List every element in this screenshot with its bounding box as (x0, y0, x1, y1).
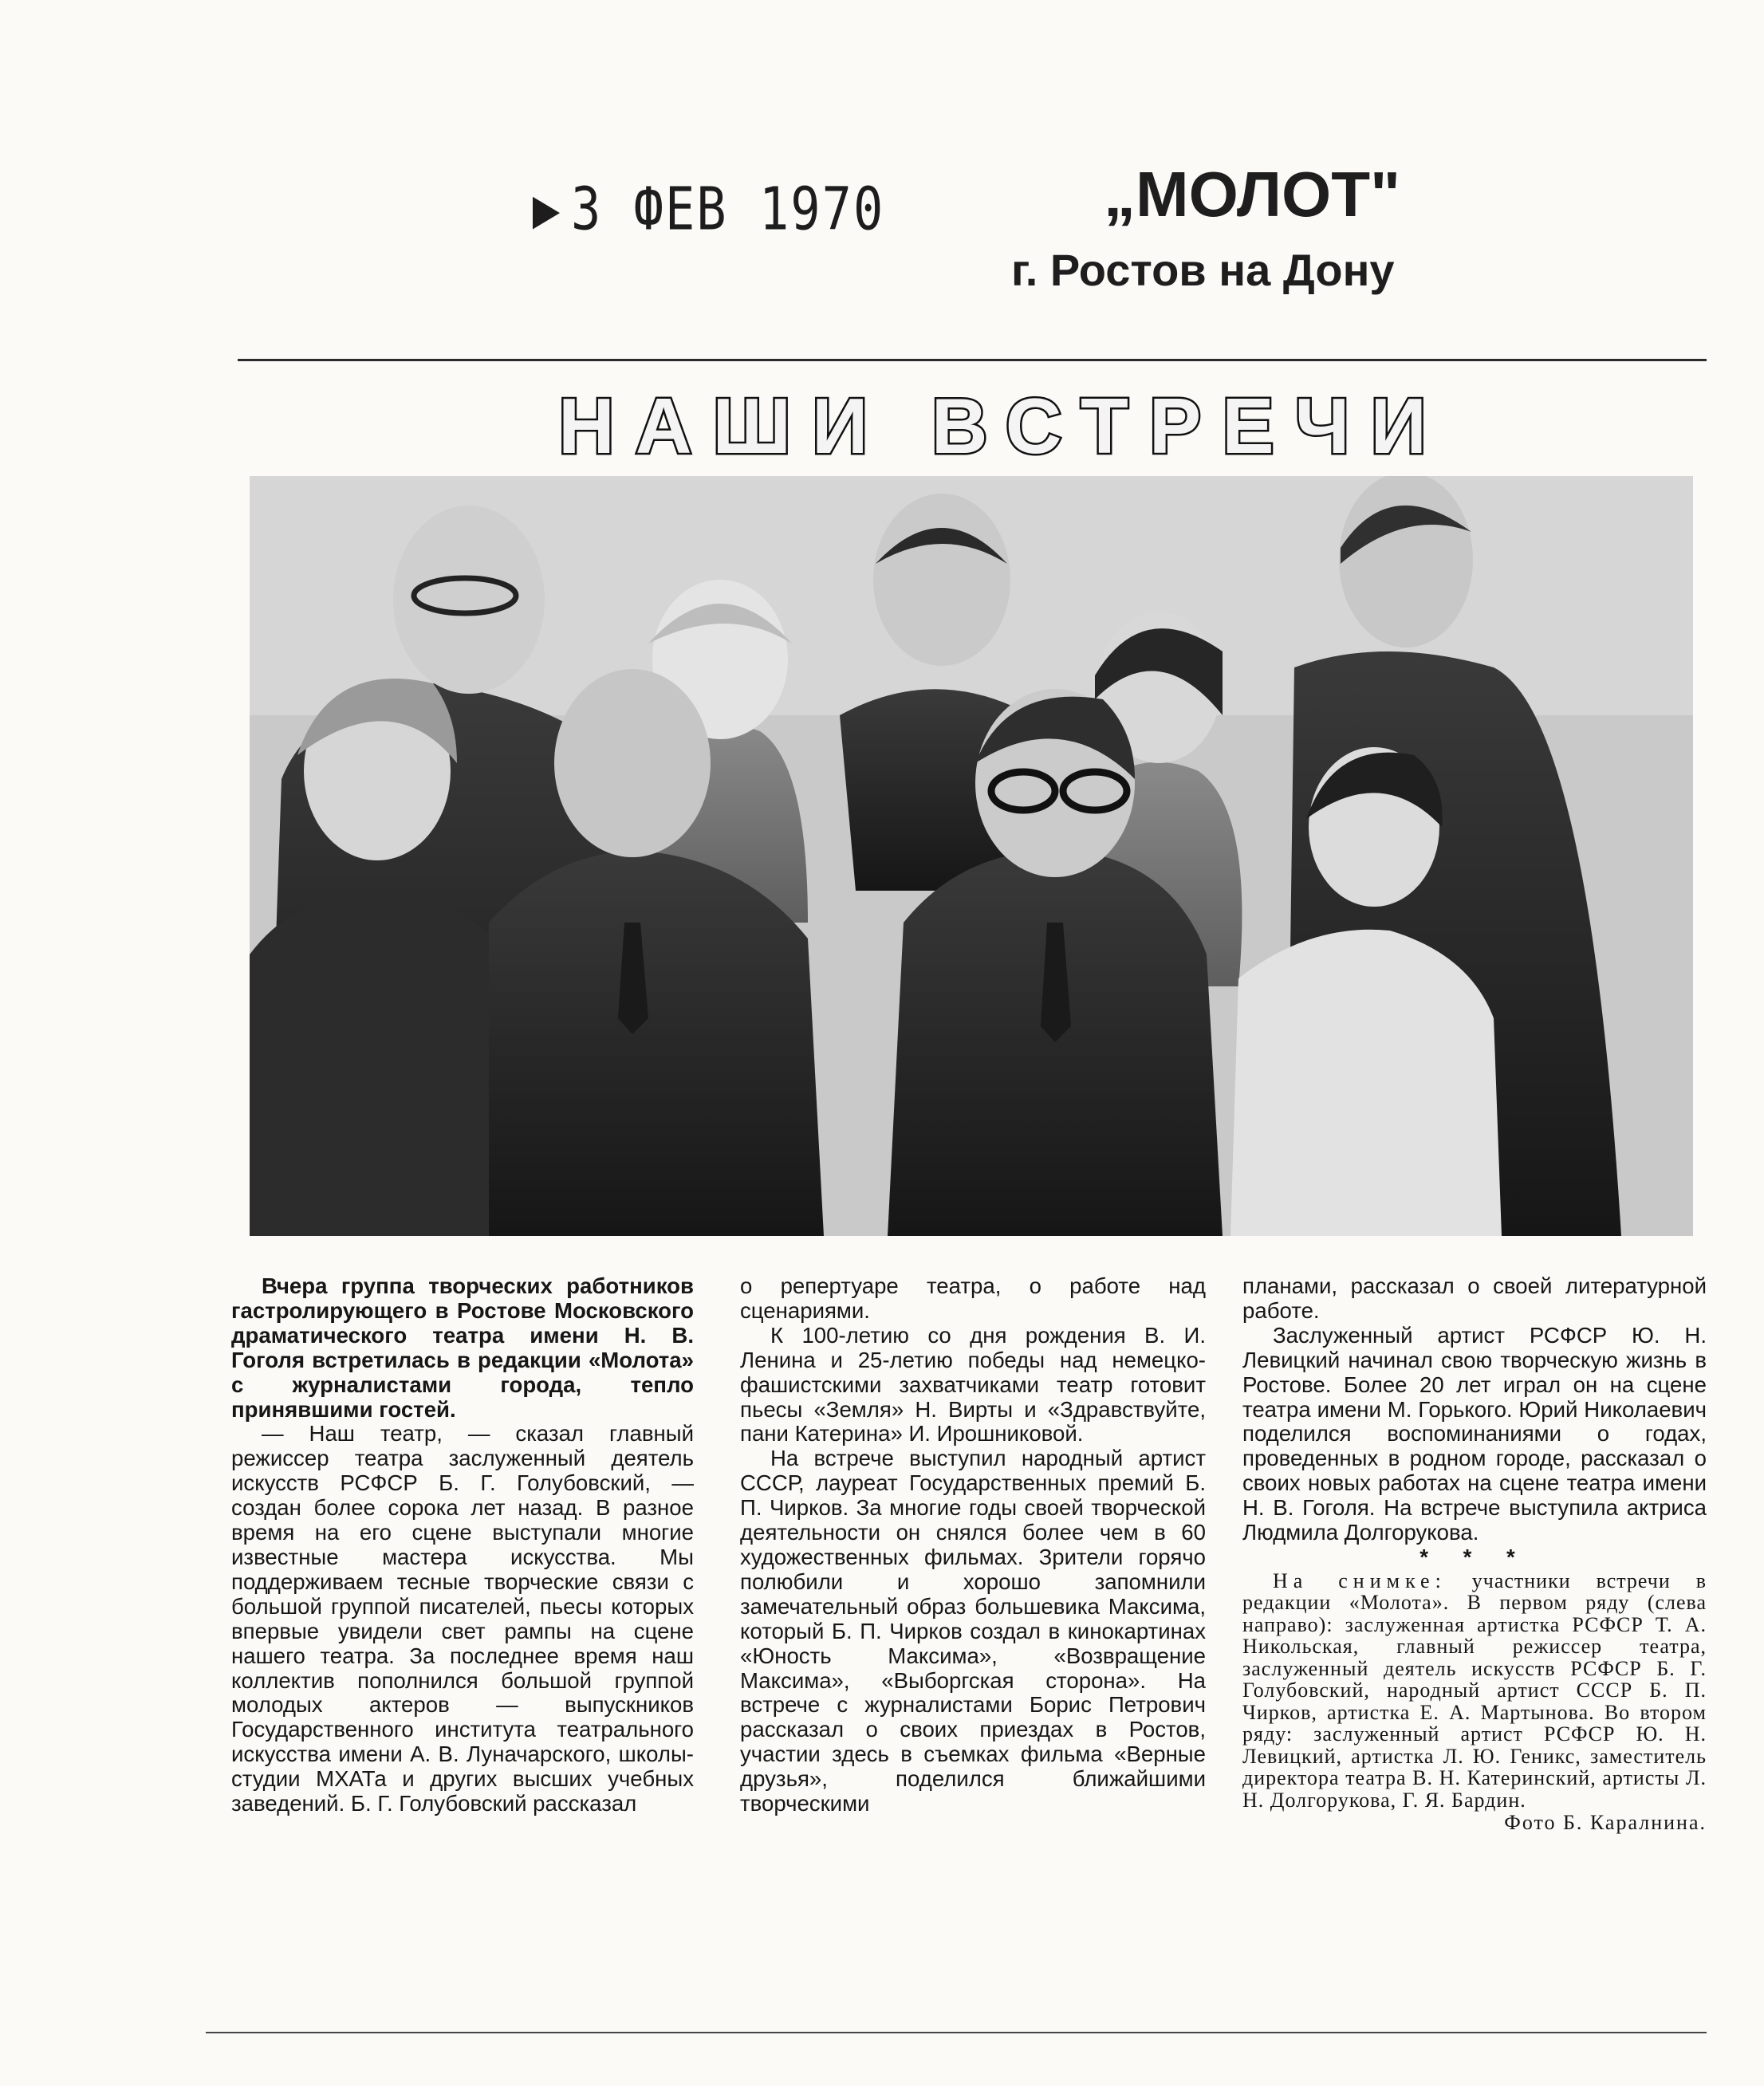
publication-name: „МОЛОТ" (1104, 159, 1401, 230)
group-photo-illustration (250, 476, 1693, 1236)
top-rule (238, 359, 1707, 361)
article-column-3 (1242, 1274, 1707, 2024)
caption-text: участники встречи в редакции «Молота». В первом ряду (слева направо): заслуженная артистка РСФСР Т. А. Никольская, главный режиссер театра, заслуженный деятель искусств РСФСР Б. Г. Голубовский, народный артист СССР Б. П. Чирков, артистка Е. А. Мартынова. Во втором ряду: заслуженный артист РСФСР Ю. Н. Левицкий, артистка Л. Ю. Геникс, заместитель директора театра В. Н. Катеринский, артисты Л. Н. Долгорукова, Г. Я. Бардин. (1242, 1568, 1707, 1812)
date-stamp (533, 174, 885, 260)
stamp-arrow-icon (533, 197, 560, 230)
article-column-2 (740, 1274, 1206, 2024)
headline: НАШИ ВСТРЕЧИ (558, 382, 1447, 470)
article-column-1 (231, 1274, 694, 2024)
article-paragraph: планами, рассказал о своей литературной работе. (1242, 1274, 1707, 1323)
photo-caption (1242, 1570, 1707, 1812)
article-paragraph: На встрече выступил народный артист СССР, лауреат Государственных премий Б. П. Чирков. За многие годы своей творческой деятельности он снялся более чем в 60 художественных фильмах. Зрители горячо полюбили и хорошо запомнили замечательный образ большевика Максима, который Б. П. Чирков создал в кинокартинах «Юность Максима», «Возвращение Максима», «Выборгская сторона». На встрече с журналистами Борис Петрович рассказал о своих приездах в Ростов, участии здесь в съемках фильма «Верные друзья», поделился ближайшими творческими (740, 1446, 1206, 1816)
article-paragraph: К 100-летию со дня рождения В. И. Ленина и 25-летию победы над немецко-фашистскими захватчиками театр готовит пьесы «Земля» Н. Вирты и «Здравствуйте, пани Катерина» И. Ирошниковой. (740, 1322, 1206, 1446)
date-stamp-text: 3 ФЕВ 1970 (571, 174, 885, 244)
article-paragraph: — Наш театр, — сказал главный режиссер театра заслуженный деятель искусств РСФСР Б. Г. Голубовский, — создан более сорока лет назад. В разное время на его сцене выступали многие известные мастера искусства. Мы поддерживаем тесные творческие связи с большой группой писателей, пьесы которых впервые увидели свет рампы на сцене нашего театра. За последнее время наш коллектив пополнился большой группой молодых актеров — выпускников Государственного института театрального искусства имени А. В. Луначарского, школы-студии МХАТа и других высших учебных заведений. Б. Г. Голубовский рассказал (231, 1421, 694, 1816)
publication-city: г. Ростов на Дону (1011, 245, 1395, 295)
group-photo (250, 476, 1693, 1236)
section-separator: * * * (1419, 1544, 1530, 1569)
bottom-rule (206, 2032, 1707, 2033)
photo-credit: Фото Б. Каралнина. (1504, 1811, 1707, 1835)
caption-label: На снимке: (1273, 1568, 1447, 1592)
article-lead: Вчера группа творческих работников гастролирующего в Ростове Московского драматического театра имени Н. В. Гоголя встретилась в редакции «Молота» с журналистами города, тепло принявшими гостей. (231, 1274, 694, 1422)
article-paragraph: Заслуженный артист РСФСР Ю. Н. Левицкий начинал свою творческую жизнь в Ростове. Более 20 лет играл он на сцене театра имени М. Горького. Юрий Николаевич поделился воспоминаниями о годах, проведенных в родном городе, рассказал о своих новых работах на сцене театра имени Н. В. Гоголя. На встрече выступила актриса Людмила Долгорукова. (1242, 1322, 1707, 1545)
article-paragraph: о репертуаре театра, о работе над сценариями. (740, 1274, 1206, 1323)
